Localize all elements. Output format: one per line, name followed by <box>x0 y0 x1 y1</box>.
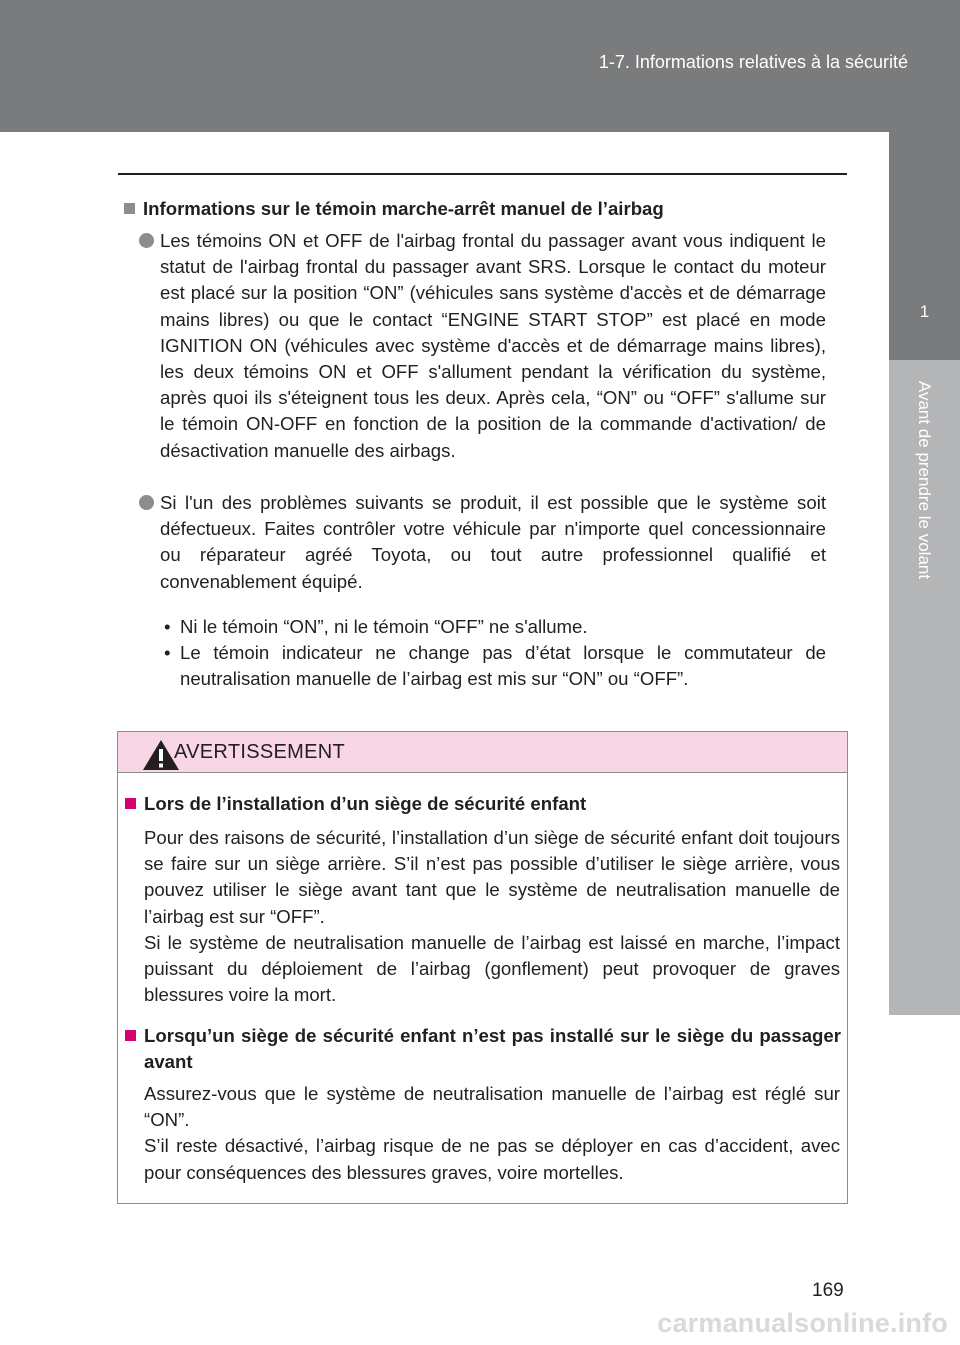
info-bullet-2 <box>160 490 826 595</box>
info-bullet-1 <box>160 228 826 464</box>
info-heading-text: Informations sur le témoin marche-arrêt manuel de l’airbag <box>143 198 664 219</box>
chapter-number: 1 <box>919 302 930 321</box>
warning-heading-1-text: Lors de l’installation d’un siège de sécurité enfant <box>144 793 587 814</box>
watermark: carmanualsonline.info <box>657 1308 948 1338</box>
info-bullet-2-text: Si l'un des problèmes suivants se produit, il est possible que le système soit défectueux. Faites contrôler votre véhicule par n'importe quel concessionnaire ou réparateur agréé Toyota, ou tout autre professionnel qualifié et convenablement équipé. <box>160 492 826 592</box>
warning-title: AVERTISSEMENT <box>174 741 345 763</box>
round-bullet-icon <box>139 233 154 248</box>
chapter-label: Avant de prendre le volant <box>915 380 934 580</box>
warning-heading-1 <box>125 791 841 817</box>
warning-box <box>117 731 848 1204</box>
warning-heading-2 <box>125 1023 841 1075</box>
chapter-tab <box>889 132 960 360</box>
square-bullet-icon <box>124 203 135 214</box>
page-number: 169 <box>812 1280 844 1301</box>
symptom-2-text: Le témoin indicateur ne change pas d’état lorsque le commutateur de neutralisation manuelle de l’airbag est mis sur “ON” ou “OFF”. <box>180 642 826 690</box>
round-bullet-icon <box>139 495 154 510</box>
list-item: • Ni le témoin “ON”, ni le témoin “OFF” ne s'allume. <box>164 616 588 637</box>
warning-section-1-para-1: Pour des raisons de sécurité, l’installation d’un siège de sécurité enfant doit toujours se faire sur un siège arrière. S’il n’est pas possible d’utiliser le siège arrière, vous pouvez utiliser le siège avant tant que le système de neutralisation manuelle de l’airbag est sur “OFF”. <box>144 827 840 927</box>
symptom-list <box>160 614 826 693</box>
warning-section-2-para-1: Assurez-vous que le système de neutralisation manuelle de l’airbag est réglé sur “ON”. <box>144 1083 840 1131</box>
chapter-label-tab <box>889 360 960 1015</box>
symptom-1-text: Ni le témoin “ON”, ni le témoin “OFF” ne s'allume. <box>180 616 588 637</box>
square-bullet-icon <box>125 1030 136 1041</box>
warning-section-2-para-2: S’il reste désactivé, l’airbag risque de ne pas se déployer en cas d’accident, avec pour conséquences des blessures graves, voire mortelles. <box>144 1135 840 1183</box>
square-bullet-icon <box>125 798 136 809</box>
info-bullet-1-text: Les témoins ON et OFF de l'airbag frontal du passager avant vous indiquent le statut de l'airbag frontal du passager avant SRS. Lorsque le contact du moteur est placé sur la position “ON” (véhicules sans système d'accès et de démarrage mains libres) ou que le contact “ENGINE START STOP” est placé en mode IGNITION ON (véhicules avec système d'accès et de démarrage mains libres), les deux témoins ON et OFF s'allument pendant la vérification du système, après quoi ils s'éteignent tous les deux. Après cela, “ON” ou “OFF” s'allume sur le témoin ON-OFF en fonction de la position de la commande d'activation/ de désactivation manuelle des airbags. <box>160 230 826 461</box>
warning-section-2-body <box>144 1081 840 1186</box>
info-heading <box>124 196 844 222</box>
warning-section-1-para-2: Si le système de neutralisation manuelle de l’airbag est laissé en marche, l’impact puissant du déploiement de l’airbag (gonflement) peut provoquer de graves blessures voire la mort. <box>144 931 840 1006</box>
warning-section-1-body <box>144 825 840 1008</box>
top-rule <box>118 173 847 175</box>
warning-heading-2-text: Lorsqu’un siège de sécurité enfant n’est pas installé sur le siège du passager avant <box>144 1025 841 1073</box>
header-band <box>0 0 960 132</box>
section-title: 1-7. Informations relatives à la sécurité <box>598 52 908 72</box>
list-item: • Le témoin indicateur ne change pas d’état lorsque le commutateur de neutralisation manuelle de l’airbag est mis sur “ON” ou “OFF”. <box>164 642 826 690</box>
warning-header <box>118 732 847 773</box>
